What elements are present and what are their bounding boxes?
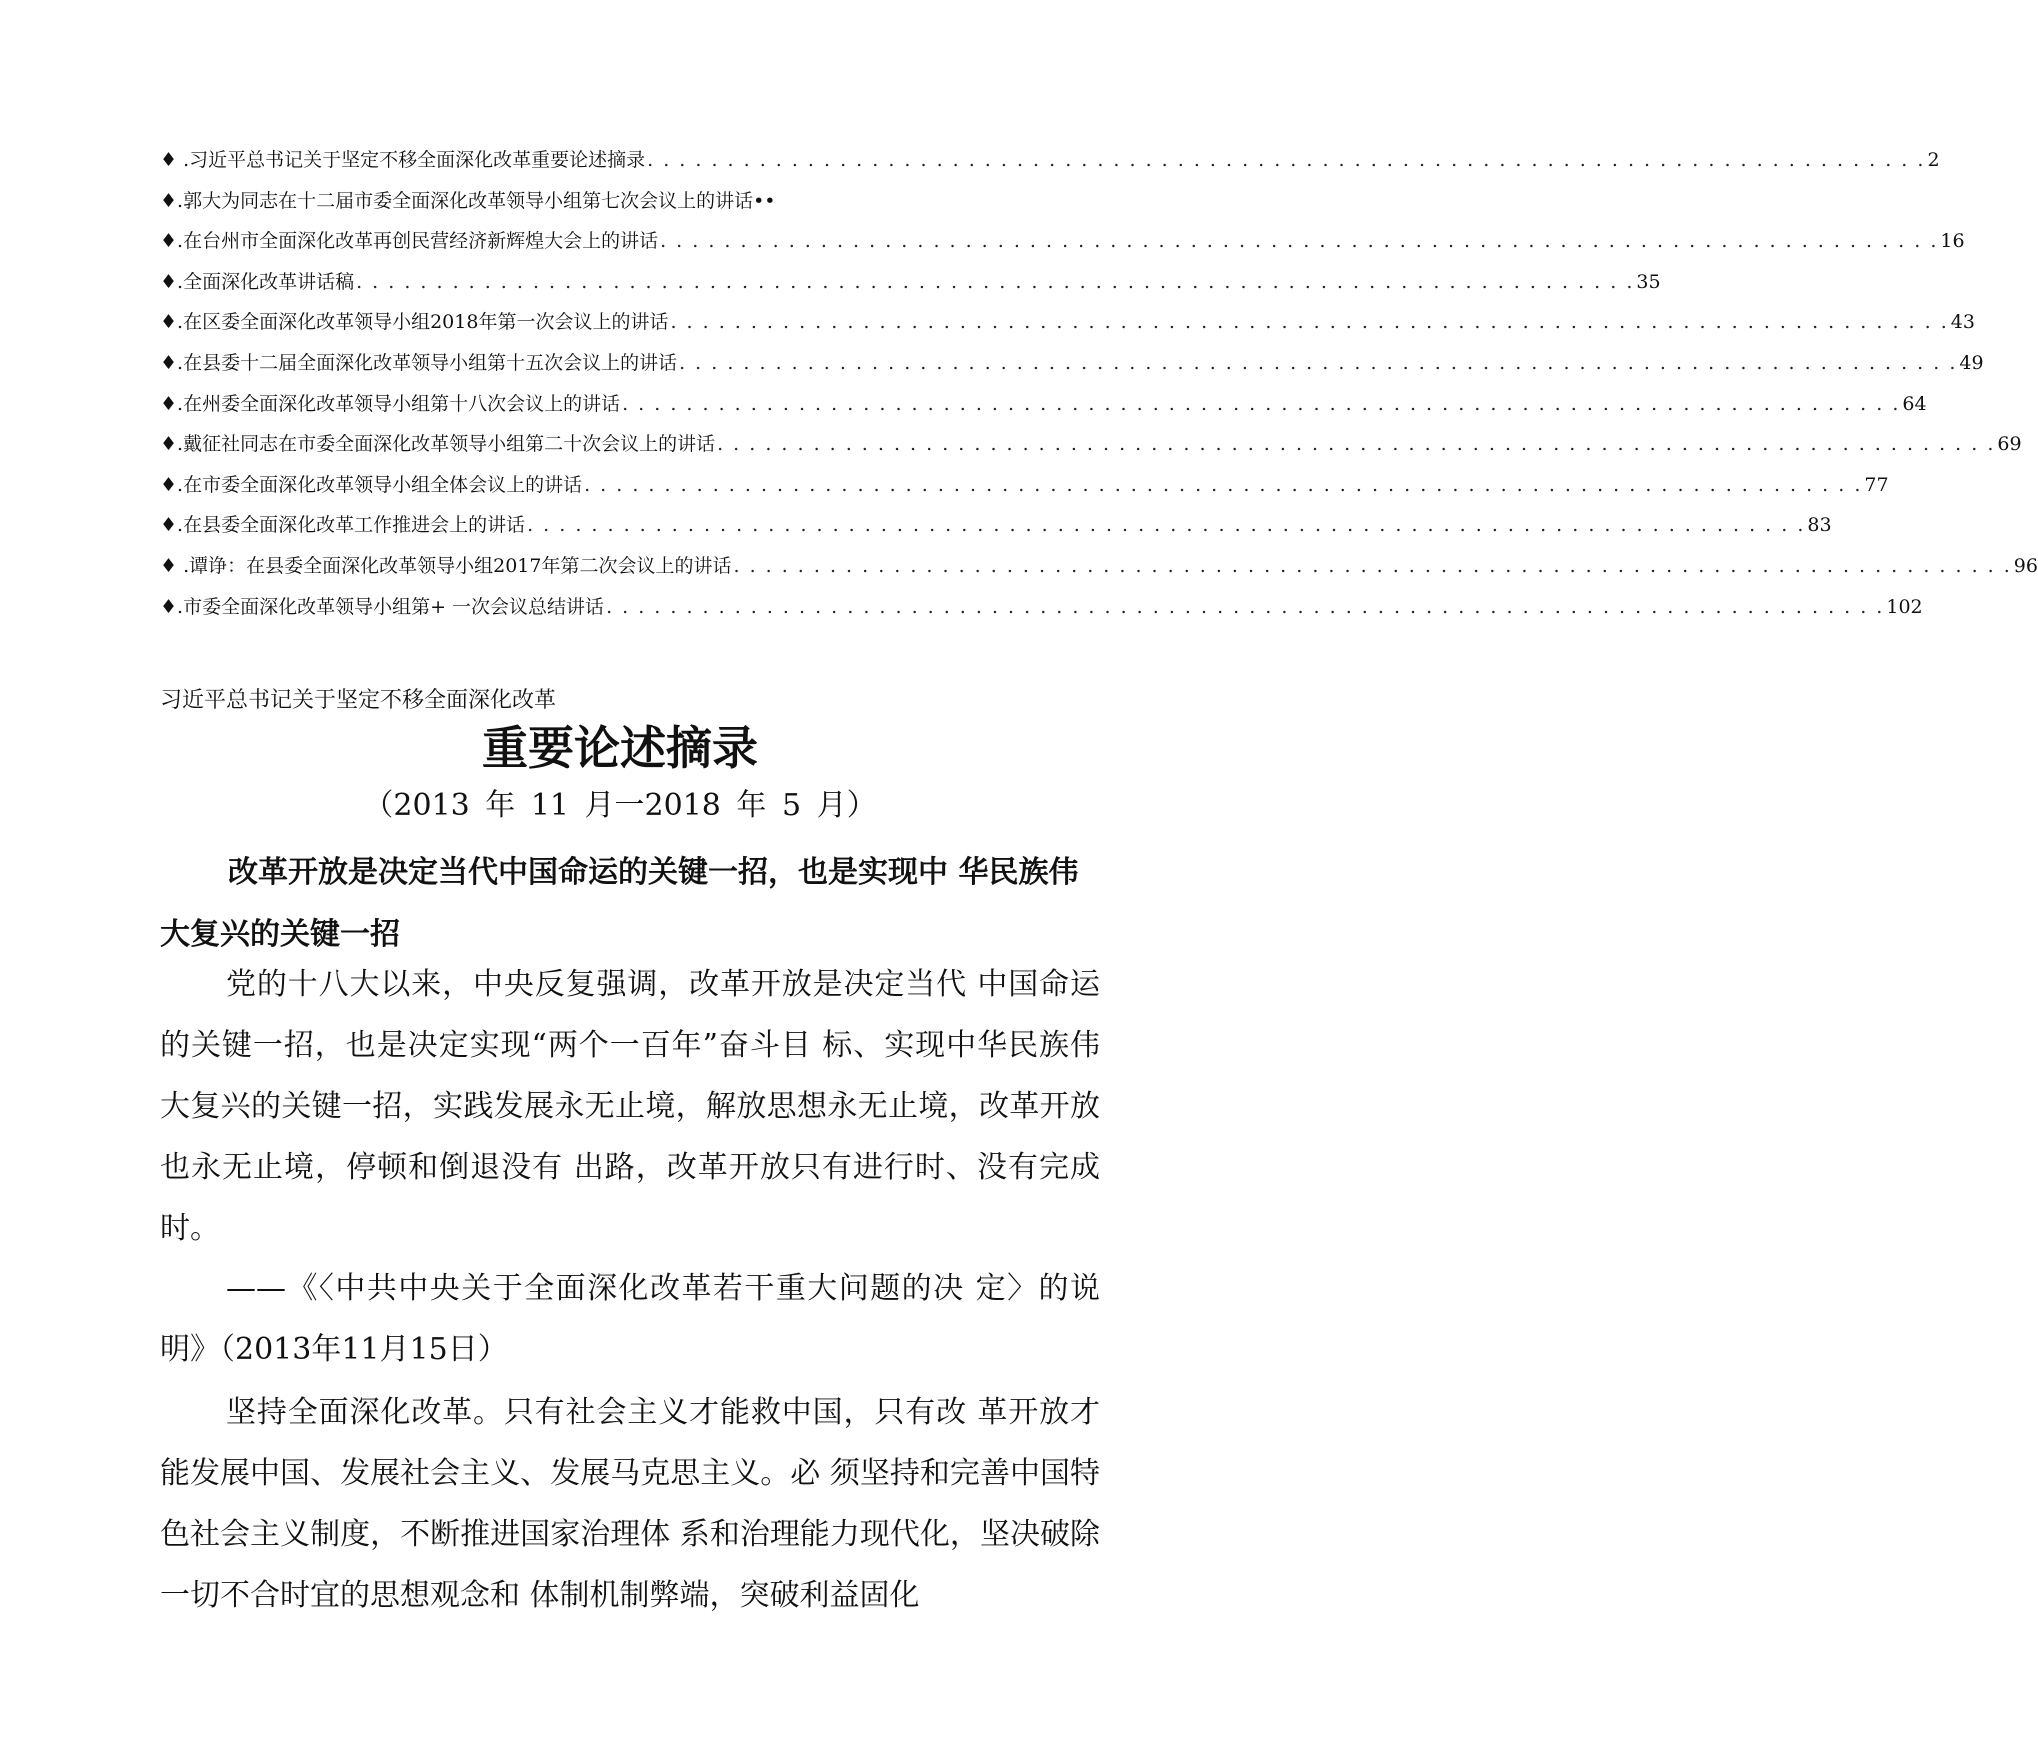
toc-entry-title: .戴征社同志在市委全面深化改革领导小组第二十次会议上的讲话 — [177, 433, 716, 456]
toc-entry-title: .谭诤：在县委全面深化改革领导小组2017年第二次会议上的讲话 — [177, 554, 732, 577]
toc-entry-title: .在县委全面深化改革工作推进会上的讲话 — [177, 514, 526, 537]
toc-bullet-icon: ♦ — [160, 270, 178, 293]
toc-bullet-icon: ♦ — [160, 392, 178, 415]
table-of-contents — [160, 148, 2038, 635]
toc-leader-dots: . . . . . . . . . . . . . . . . . . . . . . . . . . . . . . . . . . . . . . . . . . . . . . . . . . . . . . . . . . . . . . . . . . . . . . . . . . . . . . . . — [647, 149, 1926, 171]
toc-leader-dots: . . . . . . . . . . . . . . . . . . . . . . . . . . . . . . . . . . . . . . . . . . . . . . . . . . . . . . . . . . . . . . . . . . . . . . . . . . . . . . . . — [733, 554, 2012, 577]
toc-bullet-icon: ♦ — [160, 149, 178, 171]
toc-leader-dots: . . . . . . . . . . . . . . . . . . . . . . . . . . . . . . . . . . . . . . . . . . . . . . . . . . . . . . . . . . . . . . . . . . . . . . . . . . . . . . . . — [660, 230, 1939, 253]
toc-entry-title: .在区委全面深化改革领导小组2018年第一次会议上的讲话 — [177, 311, 669, 334]
toc-entry-title: .在台州市全面深化改革再创民营经济新辉煌大会上的讲话 — [177, 230, 659, 253]
paragraph-body: 党的十八大以来，中央反复强调，改革开放是决定当代 中国命运的关键一招，也是决定实现“两个一百年”奋斗目 标、实现中华民族伟大复兴的关键一招，实践发展永无止境，解放思想永无止境，改革开放也永无止境，停顿和倒退没有 出路，改革开放只有进行时、没有完成时。 — [160, 967, 1100, 1246]
toc-page-number: 2 — [1927, 149, 1940, 171]
article-kicker: 习近平总书记关于坚定不移全面深化改革 — [160, 688, 557, 713]
toc-bullet-icon: ♦ — [160, 514, 178, 537]
toc-bullet-icon: ♦ — [160, 189, 178, 212]
toc-page-number: 16 — [1940, 230, 1965, 253]
toc-leader-dots: . . . . . . . . . . . . . . . . . . . . . . . . . . . . . . . . . . . . . . . . . . . . . . . . . . . . . . . . . . . . . . . . . . . . . . . . . . . . . . . . — [670, 311, 1949, 334]
toc-entry[interactable] — [160, 148, 1940, 189]
toc-leader-dots: . . . . . . . . . . . . . . . . . . . . . . . . . . . . . . . . . . . . . . . . . . . . . . . . . . . . . . . . . . . . . . . . . . . . . . . . . . . . . . . . — [584, 473, 1863, 496]
toc-entry[interactable] — [160, 310, 1975, 351]
toc-entry[interactable] — [160, 473, 1889, 514]
toc-page-number: 83 — [1807, 514, 1832, 537]
toc-entry-title: .在县委十二届全面深化改革领导小组第十五次会议上的讲话 — [177, 351, 678, 374]
toc-entry-title: .郭大为同志在十二届市委全面深化改革领导小组第七次会议上的讲话•• — [177, 189, 776, 212]
toc-entry[interactable] — [160, 554, 2038, 595]
toc-entry[interactable] — [160, 189, 1020, 230]
toc-entry-title: .在州委全面深化改革领导小组第十八次会议上的讲话 — [177, 392, 621, 415]
toc-page-number: 49 — [1959, 351, 1984, 374]
toc-entry[interactable] — [160, 513, 1832, 554]
toc-page-number: 69 — [1997, 433, 2022, 456]
article-title: 重要论述摘录 — [482, 721, 758, 775]
toc-entry[interactable] — [160, 351, 1984, 392]
toc-page-number: 102 — [1886, 595, 1923, 618]
toc-entry[interactable] — [160, 392, 1927, 433]
toc-bullet-icon: ♦ — [160, 351, 178, 374]
toc-entry[interactable] — [160, 595, 1923, 636]
toc-leader-dots: . . . . . . . . . . . . . . . . . . . . . . . . . . . . . . . . . . . . . . . . . . . . . . . . . . . . . . . . . . . . . . . . . . . . . . . . . . . . . . . . — [717, 433, 1996, 456]
toc-leader-dots: . . . . . . . . . . . . . . . . . . . . . . . . . . . . . . . . . . . . . . . . . . . . . . . . . . . . . . . . . . . . . . . . . . . . . . . . . . . . . . . . — [606, 595, 1885, 618]
article-date-range: （2013 年 11 月一2018 年 5 月） — [363, 788, 877, 823]
toc-entry-title: .在市委全面深化改革领导小组全体会议上的讲话 — [177, 473, 583, 496]
toc-page-number: 35 — [1636, 270, 1661, 293]
toc-bullet-icon: ♦ — [160, 433, 178, 456]
toc-bullet-icon: ♦ — [160, 230, 178, 253]
toc-entry[interactable] — [160, 432, 2022, 473]
section-heading: 改革开放是决定当代中国命运的关键一招，也是实现中 华民族伟大复兴的关键一招 — [160, 855, 1079, 952]
toc-entry-title: .全面深化改革讲话稿 — [177, 270, 355, 293]
toc-bullet-icon: ♦ — [160, 554, 178, 577]
paragraph-citation: ——《〈中共中央关于全面深化改革若干重大问题的决 定〉的说明》（2013年11月15日） — [160, 1271, 1100, 1367]
toc-page-number: 64 — [1902, 392, 1927, 415]
toc-entry-title: .习近平总书记关于坚定不移全面深化改革重要论述摘录 — [177, 149, 646, 171]
toc-bullet-icon: ♦ — [160, 311, 178, 334]
paragraph-body: 坚持全面深化改革。只有社会主义才能救中国，只有改 革开放才能发展中国、发展社会主义、发展马克思主义。必 须坚持和完善中国特色社会主义制度，不断推进国家治理体 系和治理能力现代化，坚决破除一切不合时宜的思想观念和 体制机制弊端，突破利益固化 — [160, 1395, 1100, 1613]
toc-leader-dots: . . . . . . . . . . . . . . . . . . . . . . . . . . . . . . . . . . . . . . . . . . . . . . . . . . . . . . . . . . . . . . . . . . . . . . . . . . . . . . . . — [356, 270, 1635, 293]
toc-bullet-icon: ♦ — [160, 473, 178, 496]
toc-bullet-icon: ♦ — [160, 595, 178, 618]
toc-entry-title: .市委全面深化改革领导小组第+ 一次会议总结讲话 — [177, 595, 605, 618]
toc-leader-dots: . . . . . . . . . . . . . . . . . . . . . . . . . . . . . . . . . . . . . . . . . . . . . . . . . . . . . . . . . . . . . . . . . . . . . . . . . . . . . . . . — [527, 514, 1806, 537]
toc-leader-dots: . . . . . . . . . . . . . . . . . . . . . . . . . . . . . . . . . . . . . . . . . . . . . . . . . . . . . . . . . . . . . . . . . . . . . . . . . . . . . . . . — [679, 351, 1958, 374]
toc-leader-dots: . . . . . . . . . . . . . . . . . . . . . . . . . . . . . . . . . . . . . . . . . . . . . . . . . . . . . . . . . . . . . . . . . . . . . . . . . . . . . . . . — [622, 392, 1901, 415]
toc-page-number: 77 — [1864, 473, 1889, 496]
toc-entry[interactable] — [160, 229, 1965, 270]
toc-page-number: 96 — [2013, 554, 2038, 577]
toc-page-number: 43 — [1950, 311, 1975, 334]
toc-entry[interactable] — [160, 270, 1661, 311]
